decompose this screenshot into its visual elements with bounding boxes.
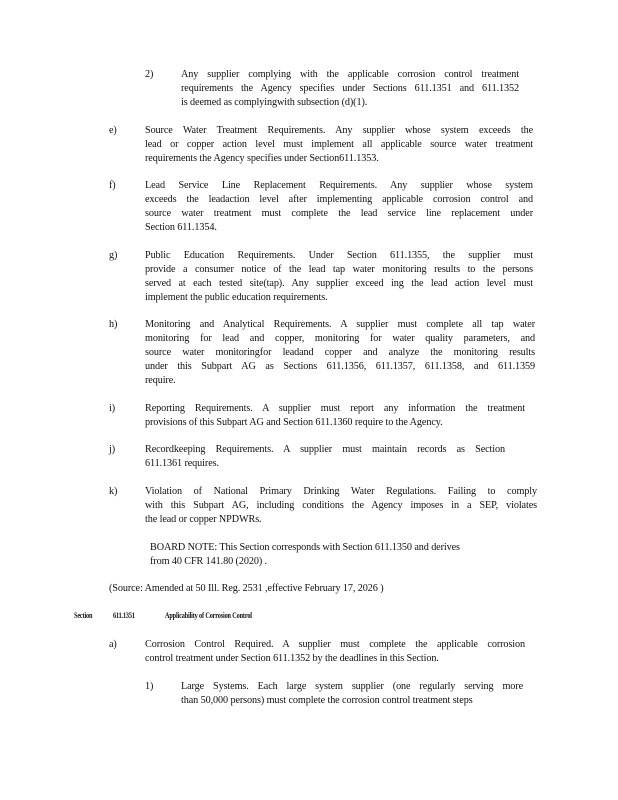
source-note: (Source: Amended at 50 Ill. Reg. 2531 ,effective February 17, 2026 ) [109,583,384,594]
text-line: require. [145,375,176,386]
text-line: source water monitoringfor leadand copper and analyze the monitoring results [145,347,535,358]
text-line: 611.1361 requires. [145,458,219,469]
item-text [145,402,525,430]
text-line: served at each tested site(tap). Any supplier exceed ing the lead action level must [145,278,533,289]
text-line: Section 611.1354. [145,222,217,233]
text-line: implement the public education requirements. [145,292,328,303]
text-line: control treatment under Section 611.1352 by the deadlines in this Section. [145,653,439,664]
text-line: Public Education Requirements. Under Section 611.1355, the supplier must [145,250,533,261]
item-text [145,443,505,471]
board-note [150,541,515,569]
text-line: with this Subpart AG, including conditions the Agency imposes in a SEP, violates [145,500,537,511]
text-line: provisions of this Subpart AG and Section 611.1360 require to the Agency. [145,417,443,428]
item-text [145,485,537,527]
text-line: Reporting Requirements. A supplier must report any information the treatment [145,403,525,414]
item-label: k) [109,486,118,497]
text-line: requirements the Agency specifies under Sections 611.1351 and 611.1352 [181,83,519,94]
text-line: monitoring for lead and copper, monitoring for water quality parameters, and [145,333,535,344]
section-word: Section [74,611,93,620]
item-label: f) [109,180,116,191]
item-label: i) [109,403,116,414]
item-text [145,638,525,666]
item-text [181,680,523,708]
section-number: 611.1351 [113,611,135,620]
text-line: under this Subpart AG as Sections 611.1356, 611.1357, 611.1358, and 611.1359 [145,361,535,372]
text-line: source water treatment must complete the lead service line replacement under [145,208,533,219]
text-line: Monitoring and Analytical Requirements. A supplier must complete all tap water [145,319,535,330]
text-line: Any supplier complying with the applicable corrosion control treatment [181,69,519,80]
text-line: exceeds the leadaction level after implementing applicable corrosion control and [145,194,533,205]
item-text [145,318,535,388]
item-text [145,124,533,166]
text-line: is deemed as complyingwith subsection (d)(1). [181,97,368,108]
item-text [145,179,533,235]
text-line: Large Systems. Each large system supplier (one regularly serving more [181,681,523,692]
item-label: a) [109,639,117,650]
item-label: 1) [145,681,154,692]
item-label: g) [109,250,118,261]
item-text [181,68,519,110]
text-line: lead or copper action level must implement all applicable source water treatment [145,139,533,150]
text-line: the lead or copper NPDWRs. [145,514,262,525]
text-line: Violation of National Primary Drinking Water Regulations. Failing to comply [145,486,537,497]
text-line: requirements the Agency specifies under Section611.1353. [145,153,379,164]
item-label: e) [109,125,117,136]
text-line: Source Water Treatment Requirements. Any supplier whose system exceeds the [145,125,533,136]
item-label: h) [109,319,118,330]
section-title: Applicability of Corrosion Control [165,611,252,620]
item-label: j) [109,444,116,455]
item-text [145,249,533,305]
text-line: Recordkeeping Requirements. A supplier must maintain records as Section [145,444,505,455]
text-line: Corrosion Control Required. A supplier must complete the applicable corrosion [145,639,525,650]
text-line: than 50,000 persons) must complete the corrosion control treatment steps [181,695,473,706]
item-label: 2) [145,69,154,80]
text-line: BOARD NOTE: This Section corresponds with Section 611.1350 and derives [150,542,460,553]
text-line: Lead Service Line Replacement Requirements. Any supplier whose system [145,180,533,191]
text-line: provide a consumer notice of the lead tap water monitoring results to the persons [145,264,533,275]
text-line: from 40 CFR 141.80 (2020) . [150,556,268,567]
